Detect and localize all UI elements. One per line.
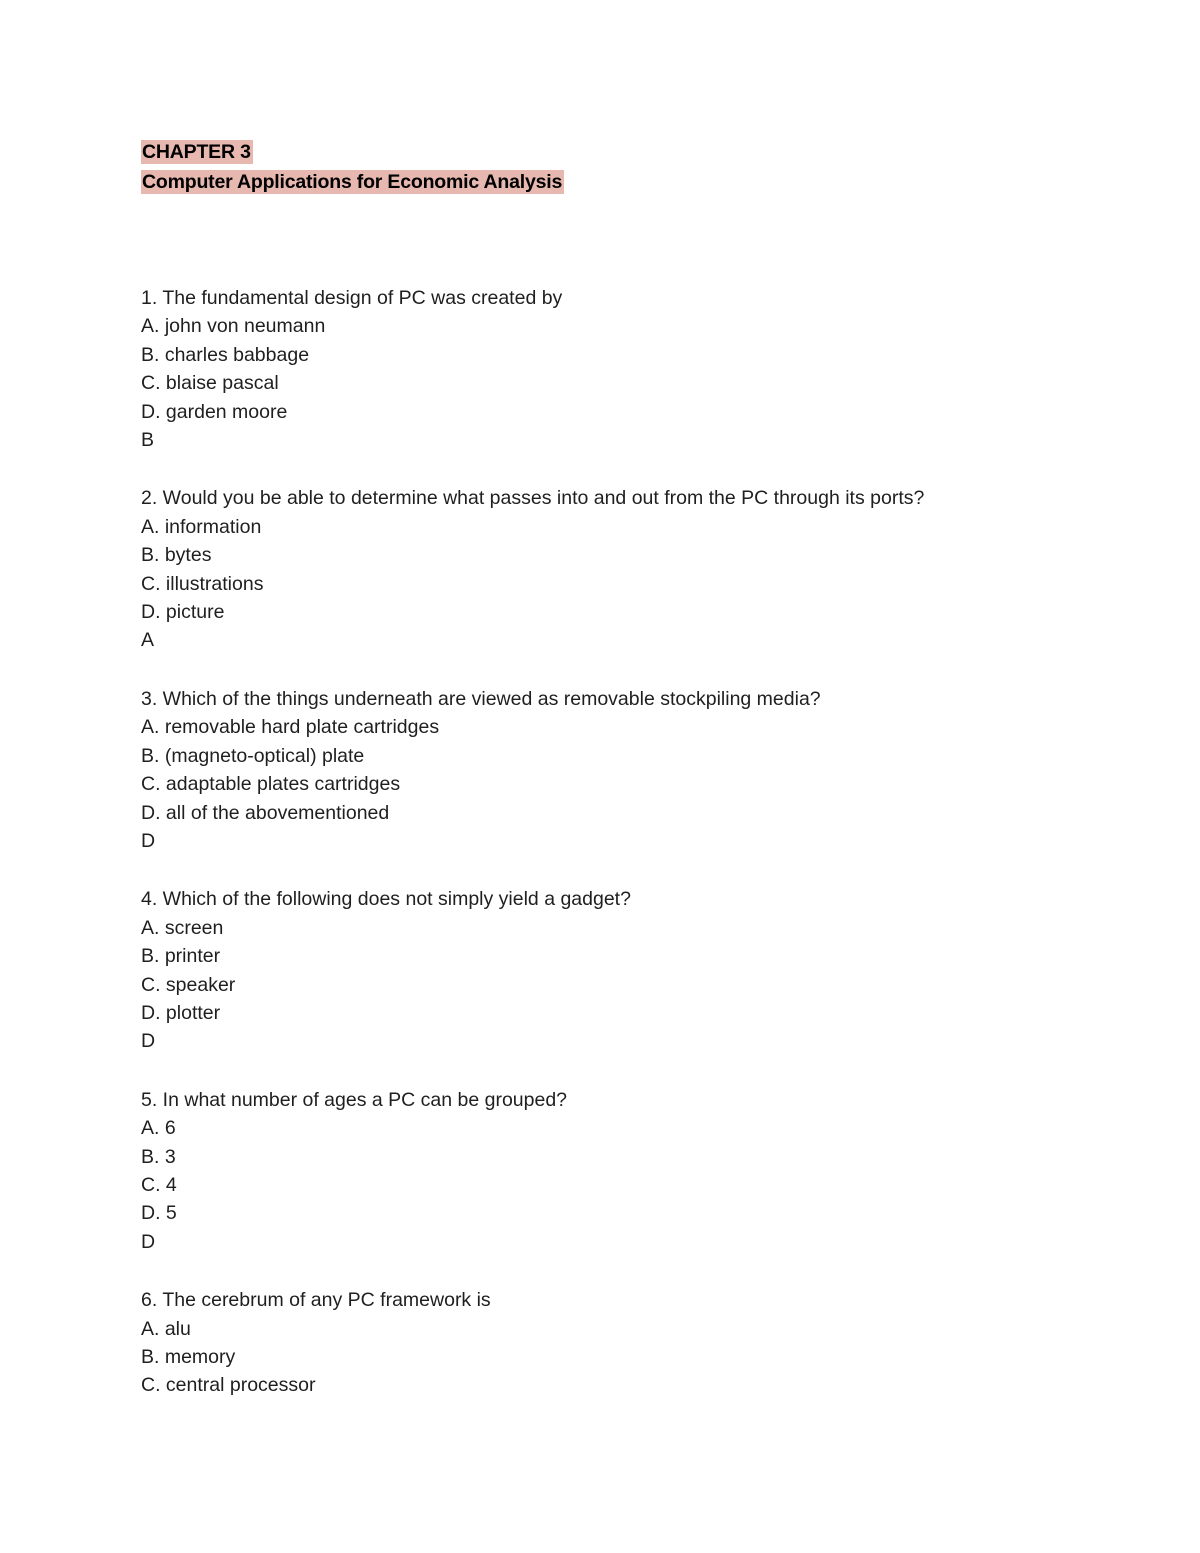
option: C. 4 bbox=[141, 1173, 177, 1196]
answer: D bbox=[141, 829, 156, 852]
option: C. blaise pascal bbox=[141, 372, 279, 395]
answer: D bbox=[141, 1030, 156, 1053]
question-block bbox=[141, 484, 924, 654]
option: B. bytes bbox=[141, 544, 212, 567]
question-text: 6. The cerebrum of any PC framework is bbox=[141, 1289, 491, 1312]
question-text: 1. The fundamental design of PC was created by bbox=[141, 287, 563, 309]
question-text: 4. Which of the following does not simply yield a gadget? bbox=[141, 888, 631, 911]
chapter-subtitle: Computer Applications for Economic Analysis bbox=[142, 171, 563, 193]
answer: B bbox=[141, 429, 155, 452]
option: A. information bbox=[141, 515, 262, 538]
option: B. memory bbox=[141, 1346, 236, 1368]
option: B. (magneto-optical) plate bbox=[141, 744, 365, 767]
option: A. 6 bbox=[141, 1117, 176, 1140]
option: B. printer bbox=[141, 945, 221, 968]
option: C. central processor bbox=[141, 1374, 316, 1397]
question-text: 2. Would you be able to determine what passes into and out from the PC through its ports? bbox=[141, 487, 925, 510]
option: B. 3 bbox=[141, 1145, 176, 1168]
question-block bbox=[141, 1286, 924, 1400]
question-text: 3. Which of the things underneath are viewed as removable stockpiling media? bbox=[141, 687, 821, 710]
answer: D bbox=[141, 1230, 156, 1253]
question-list bbox=[141, 284, 924, 1430]
question-block bbox=[141, 885, 924, 1055]
chapter-header bbox=[141, 140, 564, 194]
question-block bbox=[141, 284, 924, 454]
option: A. removable hard plate cartridges bbox=[141, 716, 440, 739]
option: D. garden moore bbox=[141, 400, 288, 423]
option: A. screen bbox=[141, 916, 224, 939]
answer: A bbox=[141, 629, 155, 652]
option: B. charles babbage bbox=[141, 343, 310, 366]
option: D. 5 bbox=[141, 1202, 177, 1225]
option: C. illustrations bbox=[141, 572, 264, 595]
option: C. speaker bbox=[141, 973, 236, 996]
chapter-title: CHAPTER 3 bbox=[142, 141, 251, 163]
option: A. john von neumann bbox=[141, 315, 326, 338]
question-block bbox=[141, 1086, 924, 1256]
option: C. adaptable plates cartridges bbox=[141, 773, 401, 796]
question-block bbox=[141, 685, 924, 855]
option: D. all of the abovementioned bbox=[141, 801, 390, 824]
option: A. alu bbox=[141, 1317, 191, 1340]
option: D. plotter bbox=[141, 1001, 221, 1024]
question-text: 5. In what number of ages a PC can be grouped? bbox=[141, 1088, 568, 1111]
option: D. picture bbox=[141, 601, 225, 624]
